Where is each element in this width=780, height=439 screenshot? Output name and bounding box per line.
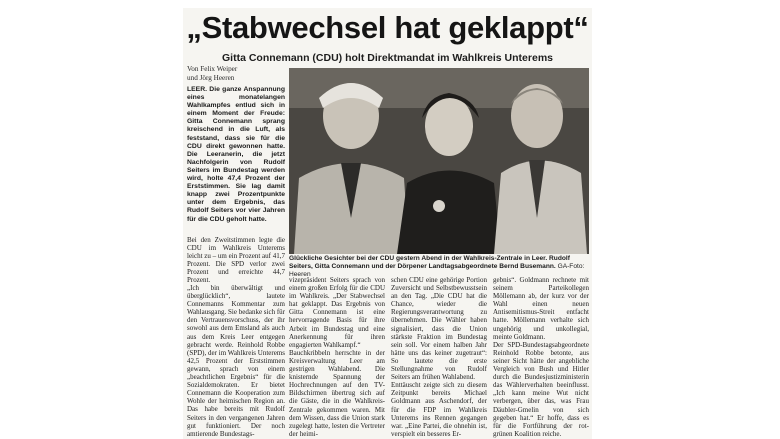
photo-illustration [289,68,589,254]
body-paragraph: schen CDU eine gehörige Portion Zuversicht und Selbstbewusstsein an den Tag. „Die CDU hat die Chance, wieder die Regierungsverantwortung zu übernehmen. Die Wähler haben signalisiert, dass die Union stärkste Fraktion im Bundestag sein soll. Vor einem halben Jahr hätte uns das keiner zugetraut“: So lautete die erste Stellungnahme von Rudolf Seiters am frühen Wahlabend. [391,276,487,382]
byline-line-1: Von Felix Weiper [187,65,238,73]
headline: „Stabwechsel hat geklappt“ [186,10,589,45]
body-paragraph-col1-continued: „Ich bin überwältigt und überglücklich“, lautete Connemanns Kommentar zum Wahlausgang. Sie bedanke sich für den Vertrauensvorschuss, der ihr sowohl aus dem Emsland als auch aus dem Kreis Leer entgegen gebracht werde. Reinhold Robbe (SPD), der im Wahlkreis Unterems 42,5 Prozent der Erststimmen gewann, sprach von einem „beachtlichen Ergebnis“ für die Sozialdemokraten. Er bietet Connemann die Kooperation zum Wohle der heimischen Region an. Das habe bereits mit Rudolf Seiters in den vergangenen Jahren gut funktioniert. Der noch amtierende Bundestags- [187,284,285,438]
caption-text: Glückliche Gesichter bei der CDU gestern Abend in der Wahlkreis-Zentrale in Leer. Rudolf Seiters, Gitta Connemann und der Dörpener Landtagsabgeordnete Bernd Busemann. [289,255,570,270]
body-column-3 [391,276,487,438]
body-column-2 [289,276,385,438]
photo-credit: GA-Foto: Heeren [289,262,585,278]
byline-line-2: und Jörg Heeren [187,73,235,82]
body-paragraph-col1: Bei den Zweitstimmen legte die CDU im Wahlkreis Unterems leicht zu – um ein Prozent auf 41,7 Prozent. Die SPD verlor zwei Prozent und erreichte 44,7 Prozent. [187,236,285,285]
news-photo [289,68,589,254]
subheadline: Gitta Connemann (CDU) holt Direktmandat im Wahlkreis Unterems [222,52,553,64]
byline [187,65,287,82]
body-paragraph: Bauchkribbeln herrschte in der Kreisverwaltung Leer am gestrigen Wahlabend. Die knisternde Spannung der Hochrechnungen auf den TV-Bildschirmen übertrug sich auf die Gäste, die in die Wahlkreis-Zentrale gekommen waren. Mit dem Wissen, dass die Union stark zugelegt hatte, lesten die Vertreter der heimi- [289,348,385,438]
newspaper-clipping [183,8,592,439]
body-paragraph: vizepräsident Seiters sprach von einem großen Erfolg für die CDU im Wahlkreis. „Der Stabwechsel hat geklappt. Das Ergebnis von Gitta Connemann ist eine hervorragende Basis für ihre Arbeit im Bundestag und eine Anerkennung für ihren engagierten Wahlkampf.“ [289,276,385,349]
body-paragraph: Der SPD-Bundestagsabgeordnete Reinhold Robbe betonte, aus seiner Sicht hätte der angebliche Vergleich von Bush und Hitler durch die Bundesjustizministerin das Wählerverhalten beeinflusst. „Ich kann meine Wut nicht verbergen, über das, was Frau Däubler-Gmelin von sich gegeben hat.“ Er hoffe, dass es für die Fortführung der rot-grünen Koalition reiche. [493,340,589,438]
photo-caption [289,255,589,278]
lead-paragraph: LEER. Die ganze Anspannung eines monatelangen Wahlkampfes entlud sich in einem Moment der Freude: Gitta Connemann sprang kreischend in die Luft, als feststand, dass sie für die CDU direkt gewonnen hatte. Die Leeranerin, die jetzt Nachfolgerin von Rudolf Seiters im Bundestag werden wird, holte 47,4 Prozent der Erststimmen. Sie lag damit knapp zwei Prozentpunkte unter dem Ergebnis, das Rudolf Seiters vor vier Jahren für die CDU geholt hatte. [187,86,285,223]
body-column-4 [493,276,589,438]
body-paragraph: Enttäuscht zeigte sich zu diesem Zeitpunkt bereits Michael Goldmann aus Aschendorf, der für die FDP im Wahlkreis Unterems ins Rennen gegangen war. „Eine Partei, die ohnehin ist, verspielt ein besseres Er- [391,381,487,438]
body-paragraph: gebnis“. Goldmann rechnete mit seinem Parteikollegen Möllemann ab, der kurz vor der Wahl einen neuen Antisemitismus-Streit entfacht hatte. Möllemann verhalte sich ungehörig und unkollegial, meinte Goldmann. [493,276,589,341]
